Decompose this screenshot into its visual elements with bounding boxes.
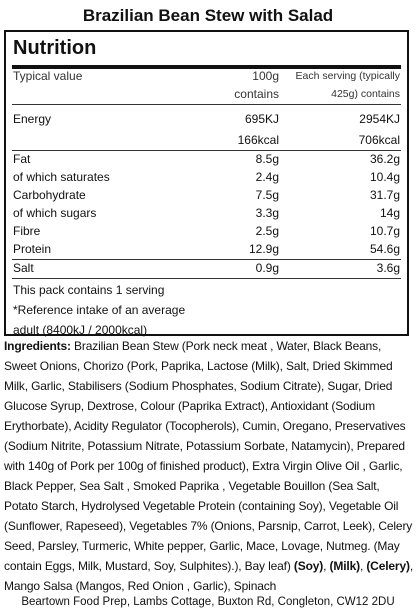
row-sugars-per100: 3.3g (255, 206, 279, 220)
ingredients-separator: , (323, 559, 330, 573)
col-100g-sub: contains (234, 87, 279, 101)
row-fibre-serving: 10.7g (369, 224, 400, 238)
header-rule (12, 104, 401, 105)
col-100g: 100g (252, 69, 279, 83)
row-fibre-per100: 2.5g (255, 224, 279, 238)
allergen-soy: (Soy) (293, 559, 324, 573)
ingredients-label: Ingredients: (4, 339, 71, 353)
row-saturates-serving: 10.4g (369, 170, 400, 184)
row-sugars-serving: 14g (379, 206, 400, 220)
col-serving: Each serving (typically (295, 70, 400, 82)
row-protein-label: Protein (13, 242, 52, 256)
row-fibre-label: Fibre (13, 224, 41, 238)
row-saturates-label: of which saturates (13, 170, 110, 184)
row-salt-serving: 3.6g (376, 261, 400, 275)
row-kcal-per100: 166kcal (237, 133, 279, 147)
protein-rule (12, 259, 401, 260)
nutrition-panel (4, 30, 409, 336)
row-energy-per100: 695KJ (244, 112, 279, 126)
row-protein-serving: 54.6g (369, 242, 400, 256)
row-carb-serving: 31.7g (369, 188, 400, 202)
ingredients-separator: , (359, 559, 367, 573)
ingredients-list-end: , Mango Salsa (Mangos, Red Onion , Garlic), Spinach (4, 559, 413, 593)
row-carb-label: Carbohydrate (13, 188, 86, 202)
row-salt-label: Salt (13, 261, 34, 275)
col-typical-value: Typical value (13, 69, 83, 83)
row-kcal-serving: 706kcal (358, 133, 400, 147)
row-sugars-label: of which sugars (13, 206, 97, 220)
product-title: Brazilian Bean Stew with Salad (82, 6, 334, 25)
col-serving-sub: 425g) contains (331, 88, 400, 100)
producer-address: Beartown Food Prep, Lambs Cottage, Buxton Rd, Congleton, CW12 2DU (21, 596, 395, 608)
row-energy-label: Energy (13, 112, 52, 126)
row-energy-serving: 2954KJ (359, 112, 400, 126)
allergen-celery: (Celery) (366, 559, 410, 573)
ingredients-text (4, 336, 414, 596)
row-carb-per100: 7.5g (255, 188, 279, 202)
reference-intake-values: adult (8400kJ / 2000kcal) (13, 323, 148, 337)
nutrition-heading: Nutrition (13, 37, 97, 59)
row-fat-label: Fat (13, 152, 31, 166)
serving-note: This pack contains 1 serving (13, 283, 165, 297)
reference-intake-note: *Reference intake of an average (13, 303, 186, 317)
energy-rule (12, 150, 401, 151)
nutrition-notes (13, 280, 403, 340)
ingredients-list: Brazilian Bean Stew (Pork neck meat , Water, Black Beans, Sweet Onions, Chorizo (Pork, Paprika, Lactose (Milk), Salt, Dried Skimmed Milk, Garlic, Stabilisers (Sodium Phosphates, Sodium Citrate), Sugar, Dried Glucose Syrup, Dextrose, Colour (Paprika Extract), Antioxidant (Sodium Erythorbate), Acidity Regulator (Tocopherols), Cumin, Oregano, Preservatives (Sodium Nitrite, Potassium Nitrate, Potassium Sorbate, Natamycin), Prepared with 140g of Pork per 100g of finished product), Extra Virgin Olive Oil , Garlic, Black Pepper, Sea Salt , Smoked Paprika , Vegetable Bouillon (Sea Salt, Potato Starch, Hydrolysed Vegetable Protein (containing Soy), Vegetable Oil (Sunflower, Rapeseed), Vegetables 7% (Onions, Parsnip, Carrot, Leek), Celery Seed, Parsley, Turmeric, White pepper, Garlic, Mace, Lovage, Nutmeg. (May contain Eggs, Milk, Mustard, Soy, Sulphites).), Bay leaf) (4, 339, 413, 573)
allergen-milk: (Milk) (329, 559, 360, 573)
salt-rule (12, 278, 401, 279)
row-saturates-per100: 2.4g (255, 170, 279, 184)
row-salt-per100: 0.9g (255, 261, 279, 275)
row-protein-per100: 12.9g (248, 242, 279, 256)
row-fat-serving: 36.2g (369, 152, 400, 166)
row-fat-per100: 8.5g (255, 152, 279, 166)
